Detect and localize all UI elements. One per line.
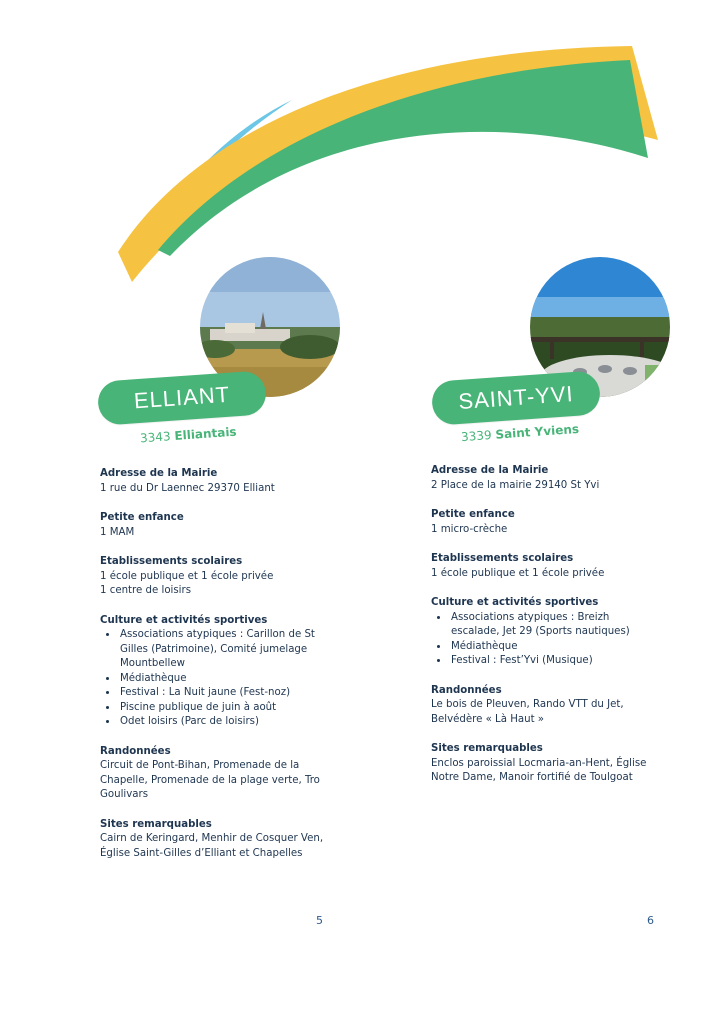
list-item: • Festival : La Nuit jaune (Fest-noz) [118,686,340,701]
list-item: • Associations atypiques : Carillon de St Gilles (Patrimoine), Comité jumelage Mountbellew [118,628,340,672]
list-item: • Associations atypiques : Breizh escalade, Jet 29 (Sports nautiques) [449,611,656,640]
list-item: • Festival : Fest’Yvi (Musique) [449,654,656,669]
list-item: • Piscine publique de juin à août [118,701,340,716]
section-text: Circuit de Pont-Bihan, Promenade de la Chapelle, Promenade de la plage verte, Tro Goulivars [100,760,320,800]
population-label-elliant [140,425,237,446]
list-item: • Médiathèque [118,672,340,687]
section-text: 1 école publique et 1 école privée [431,567,605,579]
scolaires-section [431,552,656,581]
page-number-left: 5 [316,914,323,927]
petite-enfance-section [431,508,656,537]
section-text: Le bois de Pleuven, Rando VTT du Jet, Belvédère « Là Haut » [431,699,624,725]
section-heading: Petite enfance [100,512,184,523]
petite-enfance-section [100,511,340,540]
culture-section [431,596,656,669]
section-text: 1 centre de loisirs [100,585,192,596]
section-heading: Culture et activités sportives [431,597,599,608]
section-heading: Adresse de la Mairie [431,465,549,476]
page-number-right: 6 [647,914,654,927]
sites-section [431,742,656,786]
town-title: SAINT-YVI [457,381,575,414]
saint-yvi-info-column [431,464,656,801]
scolaires-section [100,555,340,599]
decorative-swoosh [0,0,724,300]
section-heading: Randonnées [431,684,502,696]
randonnees-section [100,745,340,803]
section-text: 1 micro-crèche [431,523,508,535]
section-text: 1 école publique et 1 école privée [100,570,274,582]
sites-section [100,818,340,862]
list-item: • Médiathèque [449,640,656,655]
section-text: 1 MAM [100,526,135,538]
town-title-pill-saint-yvi [431,370,602,426]
town-title: ELLIANT [133,381,231,414]
section-heading: Sites remarquables [100,818,212,830]
section-text: 2 Place de la mairie 29140 St Yvi [431,479,600,491]
section-heading: Petite enfance [431,509,515,520]
population-label-saint-yvi [461,422,580,444]
section-heading: Etablissements scolaires [100,556,243,567]
population-number: 3343 [139,429,172,446]
population-number: 3339 [460,428,493,445]
section-heading: Etablissements scolaires [431,553,574,564]
population-name: Elliantais [173,424,238,443]
mairie-section [431,464,656,493]
culture-list [431,611,656,669]
list-item: • Odet loisirs (Parc de loisirs) [118,715,340,730]
section-text: Cairn de Keringard, Menhir de Cosquer Ven, Église Saint-Gilles d’Elliant et Chapelles [100,833,324,859]
mairie-section [100,467,340,496]
elliant-info-column [100,467,340,876]
section-text: Enclos paroissial Locmaria-an-Hent, Église Notre Dame, Manoir fortifié de Toulgoat [431,757,647,783]
culture-section [100,614,340,730]
section-heading: Randonnées [100,745,171,757]
randonnees-section [431,684,656,728]
section-text: 1 rue du Dr Laennec 29370 Elliant [100,482,275,494]
section-heading: Culture et activités sportives [100,614,268,626]
section-heading: Sites remarquables [431,743,543,754]
section-heading: Adresse de la Mairie [100,468,218,479]
population-name: Saint Yviens [494,421,580,442]
culture-list [100,628,340,730]
town-title-pill-elliant [97,370,268,426]
